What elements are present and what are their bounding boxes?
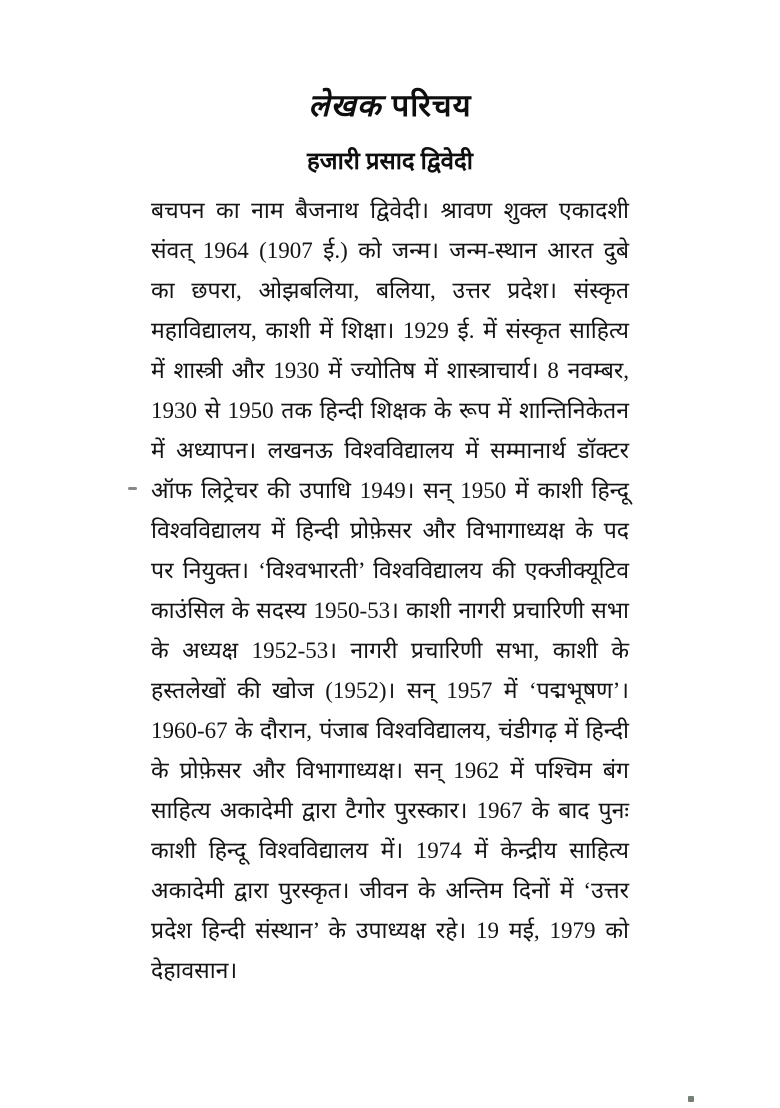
scan-artifact-speck bbox=[688, 1096, 694, 1102]
author-name-heading: हजारी प्रसाद द्विवेदी bbox=[307, 149, 473, 175]
title-word-lekhak: लेखक bbox=[308, 88, 382, 123]
page-title bbox=[0, 0, 780, 126]
biography-text: बचपन का नाम बैजनाथ द्विवेदी। श्रावण शुक्ल एकादशी संवत् 1964 (1907 ई.) को जन्म। जन्म-स्थान आरत दुबे का छपरा, ओझबलिया, बलिया, उत्तर प्रदेश। संस्कृत महाविद्यालय, काशी में शिक्षा। 1929 ई. में संस्कृत साहित्य में शास्त्री और 1930 में ज्योतिष में शास्त्राचार्य। 8 नवम्बर, 1930 से 1950 तक हिन्दी शिक्षक के रूप में शान्तिनिकेतन में अध्यापन। लखनऊ विश्वविद्यालय में सम्मानार्थ डॉक्टर ऑफ लिट्रेचर की उपाधि 1949। सन् 1950 में काशी हिन्दू विश्वविद्यालय में हिन्दी प्रोफ़ेसर और विभागाध्यक्ष के पद पर नियुक्त। ‘विश्वभारती’ विश्वविद्यालय की एक्जीक्यूटिव काउंसिल के सदस्य 1950-53। काशी नागरी प्रचारिणी सभा के अध्यक्ष 1952-53। नागरी प्रचारिणी सभा, काशी के हस्तलेखों की खोज (1952)। सन् 1957 में ‘पद्मभूषण’। 1960-67 के दौरान, पंजाब विश्वविद्यालय, चंडीगढ़ में हिन्दी के प्रोफ़ेसर और विभागाध्यक्ष। सन् 1962 में पश्चिम बंग साहित्य अकादेमी द्वारा टैगोर पुरस्कार। 1967 के बाद पुनः काशी हिन्दू विश्वविद्यालय में। 1974 में केन्द्रीय साहित्य अकादेमी द्वारा पुरस्कृत। जीवन के अन्तिम दिनों में ‘उत्तर प्रदेश हिन्दी संस्थान’ के उपाध्यक्ष रहे। 19 मई, 1979 को देहावसान। bbox=[151, 198, 629, 983]
scan-artifact-dash bbox=[128, 487, 137, 490]
title-word-parichay: परिचय bbox=[391, 88, 472, 123]
